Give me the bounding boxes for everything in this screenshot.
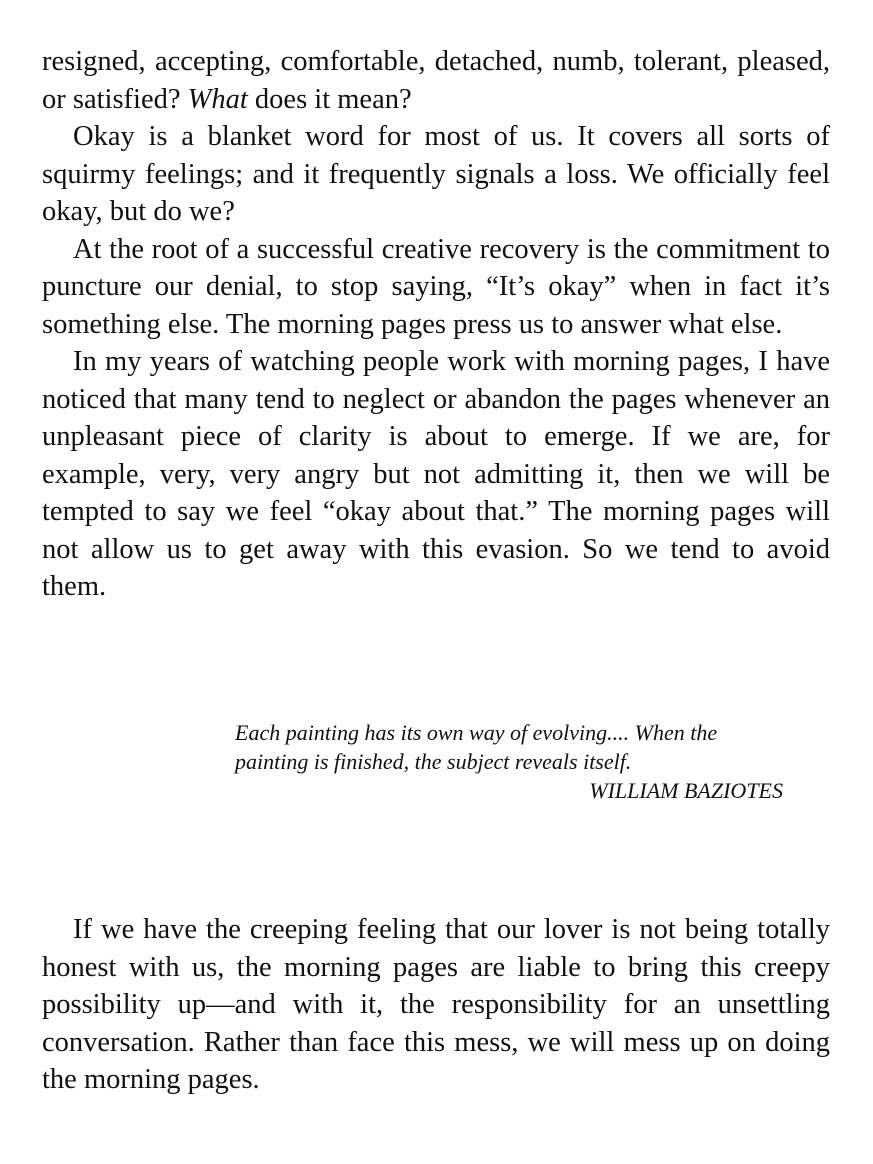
paragraph-root: At the root of a successful creative recovery is the commitment to puncture our denial, to stop saying, “It’s okay” when in fact it’s something else. The morning pages press us to answer what else. [42,233,830,340]
emphasis-what: What [187,83,248,115]
paragraph-lover: If we have the creeping feeling that our lover is not being totally honest with us, the morning pages are liable to bring this creepy possibility up—and with it, the responsibility for an unsettling conversation. Rather than face this mess, we will mess up on doing the morning pages. [42,914,830,1095]
body-text-lower [42,911,830,1099]
epigraph [235,718,783,805]
paragraph-continuation-text: resigned, accepting, comfortable, detached, numb, tolerant, pleased, or satisfied? [42,46,830,115]
paragraph-continuation [42,43,830,118]
paragraph-okay: Okay is a blanket word for most of us. It covers all sorts of squirmy feelings; and it frequently signals a loss. We officially feel okay, but do we? [42,121,830,227]
epigraph-author: WILLIAM BAZIOTES [589,778,783,803]
body-text-upper [42,43,830,606]
paragraph-continuation-end: does it mean? [247,83,412,115]
paragraph-years: In my years of watching people work with morning pages, I have noticed that many tend to neglect or abandon the pages whenever an unpleasant piece of clarity is about to emerge. If we are, for example, very, very angry but not admitting it, then we will be tempted to say we feel “okay about that.” The morning pages will not allow us to get away with this evasion. So we tend to avoid them. [42,346,830,602]
epigraph-quote: Each painting has its own way of evolving.... When the painting is finished, the subject reveals itself. [235,720,718,774]
